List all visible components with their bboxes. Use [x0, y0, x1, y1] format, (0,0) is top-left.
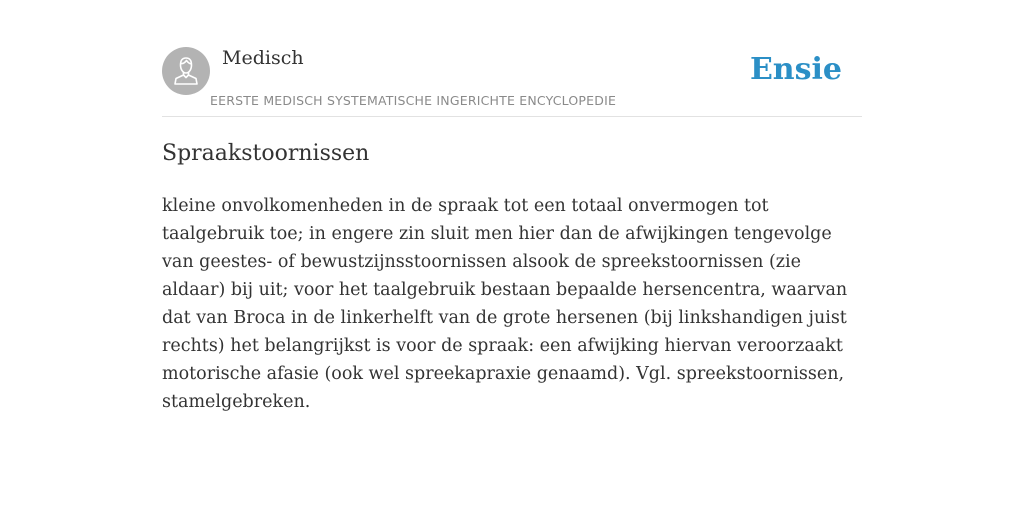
brand-logo[interactable]: Ensie [749, 52, 842, 87]
source-subtitle: EERSTE MEDISCH SYSTEMATISCHE INGERICHTE ENCYCLOPEDIE [210, 93, 617, 108]
article-body: kleine onvolkomenheden in de spraak tot een totaal onvermogen tot taalgebruik toe; in engere zin sluit men hier dan de afwijkingen tengevolge van geestes- of bewustzijnsstoornissen alsook de spreekstoornissen (zie aldaar) bij uit; voor het taalgebruik bestaan bepaalde hersencentra, waarvan dat van Broca in de linkerhelft van de grote hersenen (bij linkshandigen juist rechts) het belangrijkst is voor de spraak: een afwijking hiervan veroorzaakt motorische afasie (ook wel spreekapraxie genaamd). Vgl. spreekstoornissen, stamelgebreken. [162, 196, 848, 412]
source-header [162, 46, 862, 117]
article-title: Spraakstoornissen [162, 141, 370, 166]
user-silhouette-icon [162, 47, 210, 95]
source-name[interactable]: Medisch [222, 47, 304, 69]
